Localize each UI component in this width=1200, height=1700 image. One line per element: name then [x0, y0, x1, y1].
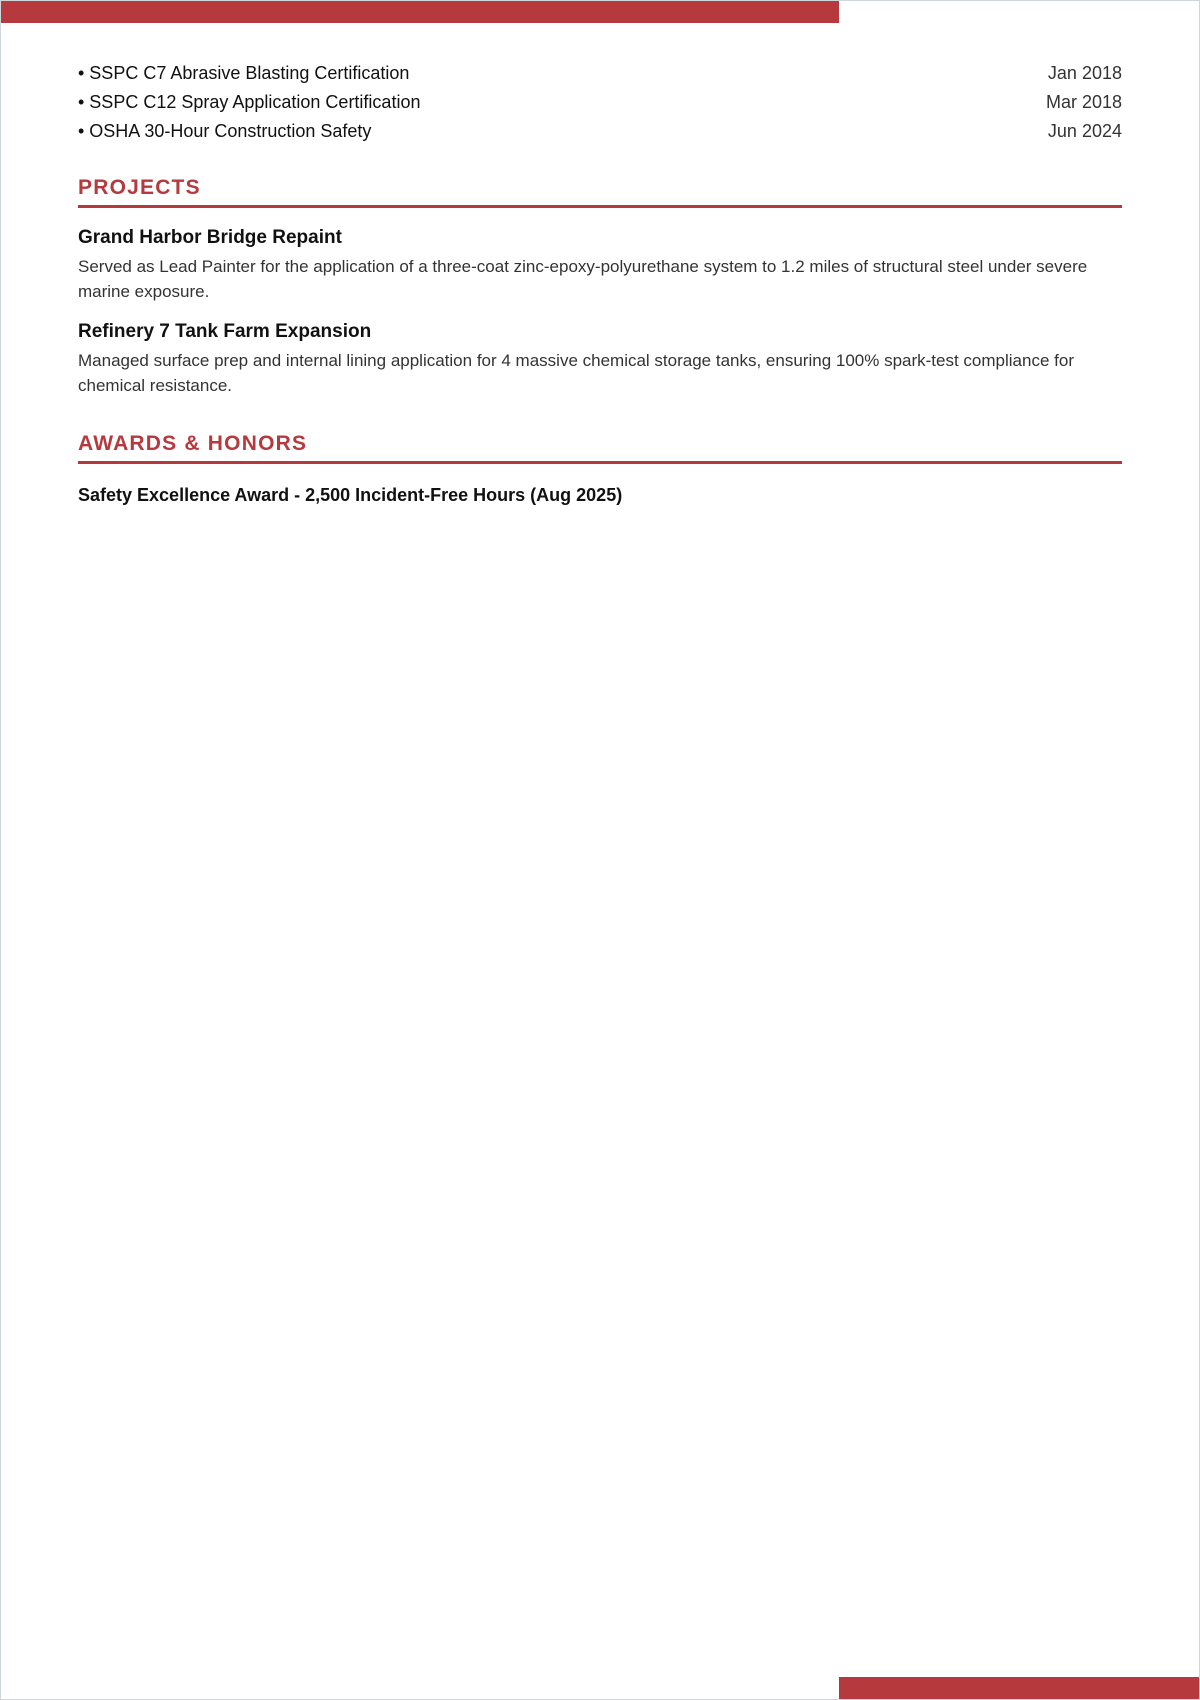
certification-item — [78, 59, 1122, 88]
project-entry — [78, 319, 1122, 398]
project-title: Grand Harbor Bridge Repaint — [78, 227, 342, 248]
certification-name: • SSPC C7 Abrasive Blasting Certification — [78, 63, 410, 83]
awards-heading: AWARDS & HONORS — [78, 432, 1122, 464]
certification-name: • SSPC C12 Spray Application Certification — [78, 92, 421, 112]
certification-list — [78, 59, 1122, 146]
project-entry — [78, 225, 1122, 304]
certification-date: Jun 2024 — [1047, 121, 1122, 141]
projects-section — [78, 176, 1122, 398]
certification-item — [78, 117, 1122, 146]
projects-heading: PROJECTS — [78, 176, 1122, 208]
award-item: Safety Excellence Award - 2,500 Incident-Free Hours (Aug 2025) — [78, 485, 623, 505]
bottom-accent-bar — [839, 1677, 1199, 1699]
certification-date: Mar 2018 — [1045, 92, 1122, 112]
certification-date: Jan 2018 — [1047, 63, 1122, 83]
certification-name: • OSHA 30-Hour Construction Safety — [78, 121, 372, 141]
certification-item — [78, 88, 1122, 117]
project-title: Refinery 7 Tank Farm Expansion — [78, 321, 372, 342]
top-accent-bar — [1, 1, 839, 23]
project-description: Managed surface prep and internal lining application for 4 massive chemical storage tanks, ensuring 100% spark-test compliance for chemical resistance. — [78, 351, 1074, 395]
project-description: Served as Lead Painter for the application of a three-coat zinc-epoxy-polyurethane system to 1.2 miles of structural steel under severe marine exposure. — [78, 257, 1088, 301]
resume-content — [78, 59, 1122, 508]
awards-section — [78, 432, 1122, 508]
